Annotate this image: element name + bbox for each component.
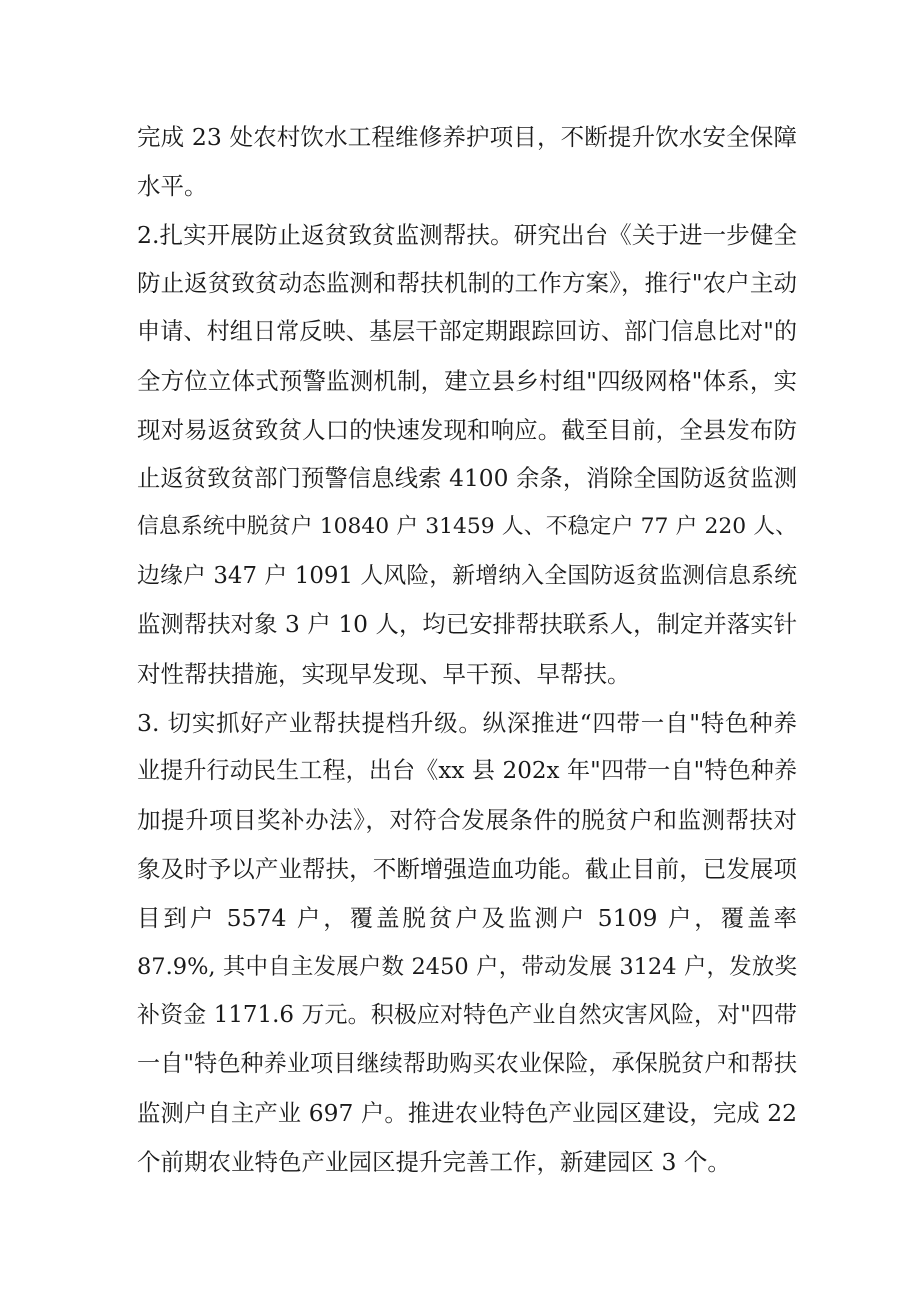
text-line: 现对易返贫致贫人口的快速发现和响应。截至目前，全县发布防 [137, 415, 797, 444]
text-line: 止返贫致贫部门预警信息线索 4100 余条，消除全国防返贫监测 [137, 464, 797, 492]
text-line: 申请、村组日常反映、基层干部定期跟踪回访、部门信息比对"的 [137, 319, 797, 346]
text-line: 业提升行动民生工程，出台《xx 县 202x 年"四带一自"特色种养 [137, 758, 797, 785]
text-line: 象及时予以产业帮扶，不断增强造血功能。截止目前，已发展项 [137, 854, 797, 883]
text-line: 边缘户 347 户 1091 人风险，新增纳入全国防返贫监测信息系统 [137, 563, 797, 590]
text-line: 个前期农业特色产业园区提升完善工作，新建园区 3 个。 [137, 1147, 731, 1176]
text-line: 水平。 [137, 171, 208, 200]
text-line: 加提升项目奖补办法》，对符合发展条件的脱贫户和监测帮扶对 [137, 806, 797, 835]
text-line: 监测户自主产业 697 户。推进农业特色产业园区建设，完成 22 [137, 1098, 797, 1127]
text-line: 全方位立体式预警监测机制，建立县乡村组"四级网格"体系，实 [137, 366, 797, 395]
text-line: 87.9%, 其中自主发展户数 2450 户，带动发展 3124 户，发放奖 [137, 953, 797, 980]
text-line: 目到户 5574 户，覆盖脱贫户及监测户 5109 户，覆盖率 [137, 903, 797, 932]
text-line: 对性帮扶措施，实现早发现、早干预、早帮扶。 [137, 659, 631, 688]
text-line: 完成 23 处农村饮水工程维修养护项目，不断提升饮水安全保障 [137, 123, 797, 151]
text-line: 补资金 1171.6 万元。积极应对特色产业自然灾害风险，对"四带 [137, 1002, 797, 1029]
text-line: 监测帮扶对象 3 户 10 人，均已安排帮扶联系人，制定并落实针 [137, 610, 797, 638]
text-line: 防止返贫致贫动态监测和帮扶机制的工作方案》，推行"农户主动 [137, 269, 797, 298]
text-line: 一自"特色种养业项目继续帮助购买农业保险，承保脱贫户和帮扶 [137, 1051, 797, 1078]
text-line: 2.扎实开展防止返贫致贫监测帮扶。研究出台《关于进一步健全 [137, 220, 797, 249]
text-line: 信息系统中脱贫户 10840 户 31459 人、不稳定户 77 户 220 人、 [137, 514, 797, 540]
document-body [137, 113, 797, 1187]
text-line: 3. 切实抓好产业帮扶提档升级。纵深推进“四带一自"特色种养 [137, 708, 797, 737]
